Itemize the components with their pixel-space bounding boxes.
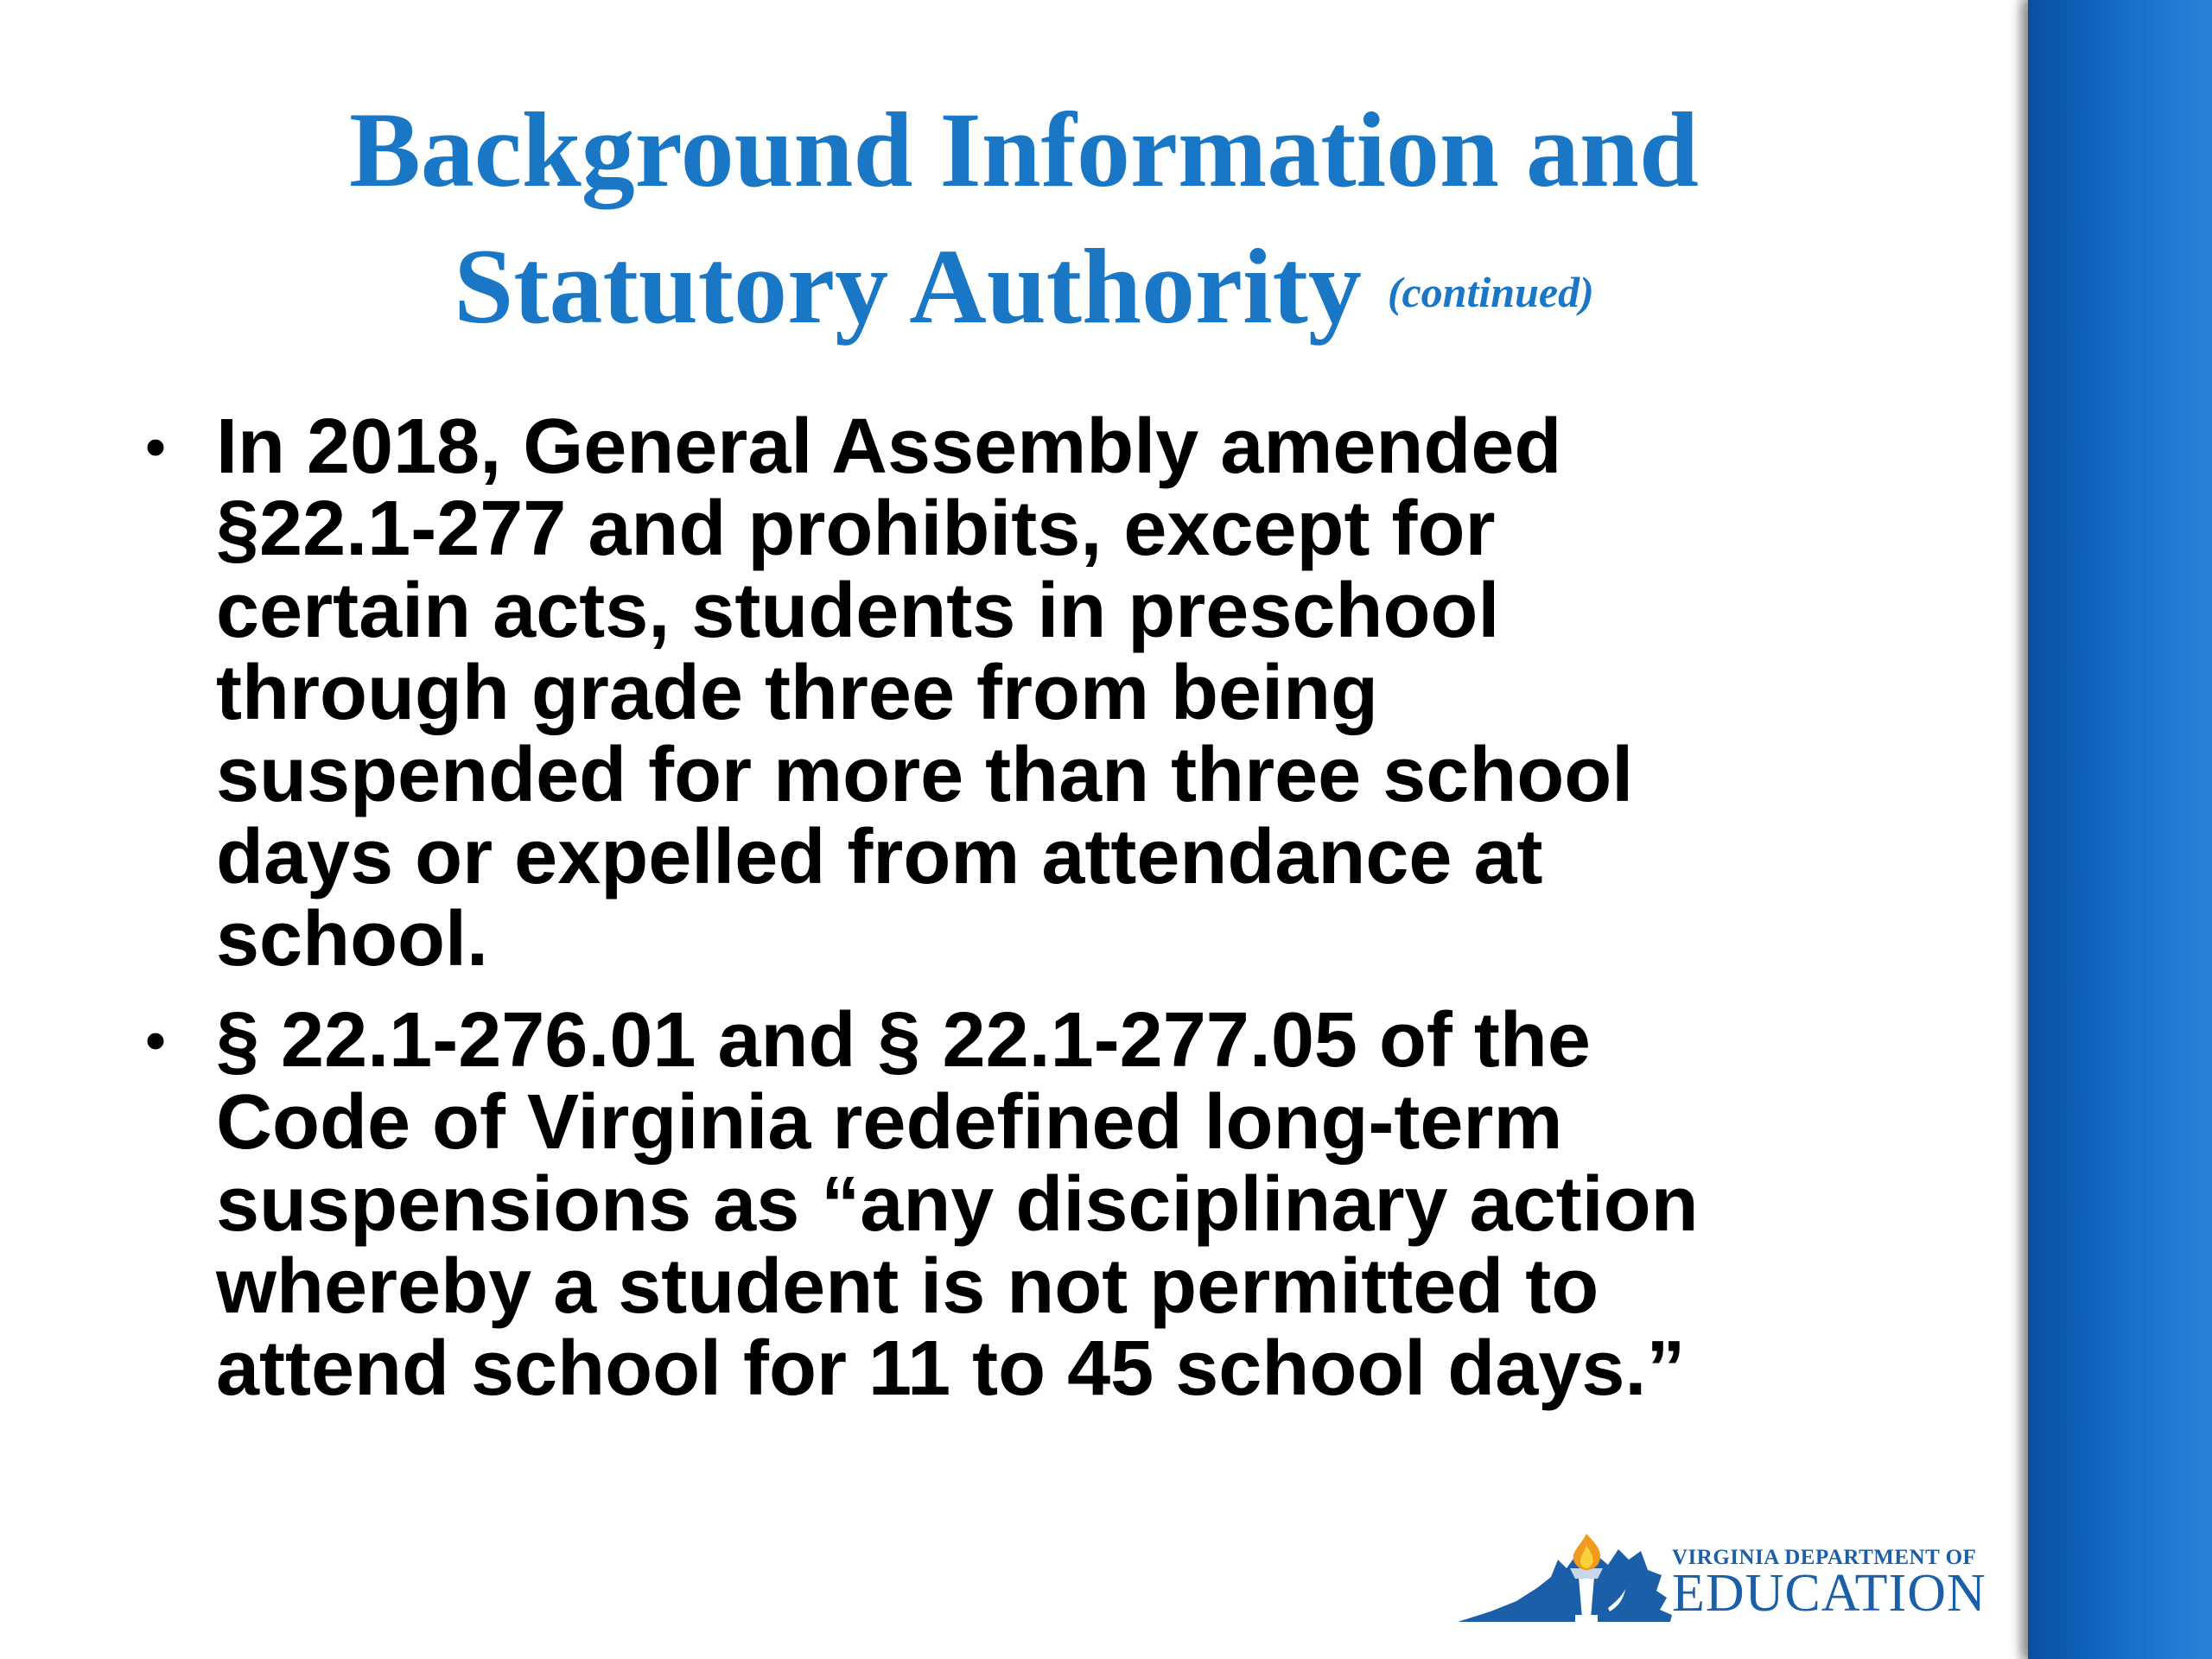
bullet-line: school. xyxy=(216,896,489,982)
virginia-torch-logo-icon xyxy=(1456,1525,1681,1629)
logo-text-big: EDUCATION xyxy=(1672,1564,1986,1623)
bullet-line: suspended for more than three school xyxy=(216,732,1634,818)
bullet-line: attend school for 11 to 45 school days.” xyxy=(216,1325,1686,1412)
bullet-line: Code of Virginia redefined long-term xyxy=(216,1079,1563,1166)
bullet-text xyxy=(216,997,1944,1412)
bullet-item xyxy=(130,997,1944,1412)
title-line-1: Background Information and xyxy=(349,91,1699,209)
bullet-list xyxy=(130,406,1944,1429)
bullet-line: In 2018, General Assembly amended xyxy=(216,404,1562,490)
side-band xyxy=(2028,0,2212,1659)
bullet-line: §22.1-277 and prohibits, except for xyxy=(216,486,1496,572)
bullet-line: suspensions as “any disciplinary action xyxy=(216,1161,1699,1248)
bullet-line: days or expelled from attendance at xyxy=(216,814,1543,900)
title-continued: (continued) xyxy=(1387,268,1594,316)
bullet-line: through grade three from being xyxy=(216,650,1379,736)
slide-title xyxy=(173,82,1875,360)
bullet-marker: • xyxy=(144,1007,167,1074)
bullet-text xyxy=(216,406,1944,981)
bullet-item xyxy=(130,406,1944,981)
bullet-marker: • xyxy=(144,413,167,480)
vdoe-logo xyxy=(1456,1525,2009,1629)
bullet-line: certain acts, students in preschool xyxy=(216,568,1500,654)
side-band-shadow xyxy=(2015,0,2028,1659)
bullet-line: § 22.1-276.01 and § 22.1-277.05 of the xyxy=(216,997,1591,1084)
title-line-2 xyxy=(173,219,1875,360)
bullet-line: whereby a student is not permitted to xyxy=(216,1243,1599,1330)
title-line-2-text: Statutory Authority xyxy=(454,227,1362,346)
logo-text-small: VIRGINIA DEPARTMENT OF xyxy=(1672,1546,1977,1569)
